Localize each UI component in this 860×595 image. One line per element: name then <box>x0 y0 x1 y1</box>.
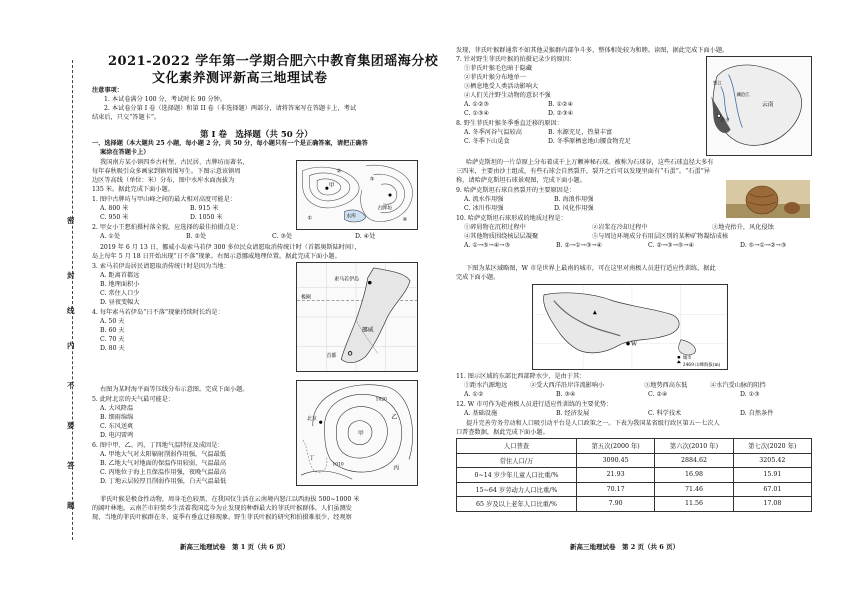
seal-char: 密 <box>67 216 75 225</box>
map-label: ② <box>336 168 341 175</box>
seal-char: 线 <box>67 306 75 315</box>
question-6: 6. 图中甲、乙、丙、丁四地气温特征及成因是： <box>92 442 224 449</box>
exam-title-line1: 2021-2022 学年第一学期合肥六中教育集团瑶海分校 <box>108 54 439 69</box>
option: A. ①→⑤→④→③ <box>464 242 511 249</box>
question-3: 3. 索马若伊岛居民请愿取消传统计时是因为当地： <box>92 263 230 270</box>
option: B. 乙地大气对地面的保温作用较弱，气温最高 <box>100 460 227 467</box>
seal-char: 内 <box>67 341 75 350</box>
q910-para: 三四米，主要由沙土组成，有些石球会自然裂开，裂开之后可以发现里面有“石蛋”。“石蛋”异 <box>456 168 710 175</box>
statement: ④人们关注野生动物的意识不强 <box>464 92 551 99</box>
table-header: 人口普查 <box>457 439 577 454</box>
notes-label: 注意事项： <box>92 87 123 94</box>
option: A. 50 天 <box>100 318 125 325</box>
question-8: 8. 野生菲氏叶猴冬季垂直迁移的原因： <box>456 120 563 127</box>
table-row <box>457 482 812 497</box>
statement: ①菲氏叶猴毛色暗于隐藏 <box>464 65 533 72</box>
map-label: 云南 <box>761 102 774 108</box>
question-9: 9. 哈萨克斯坦石球自然裂开的主要原因是： <box>456 187 576 194</box>
map-label: 城市 <box>682 356 692 362</box>
instructions-a: 一、选择题（本大题共 25 小题，每小题 2 分，共 50 分，每小题只有一个是正确答案，请把正确答 <box>92 140 368 147</box>
option: C. 科学技术 <box>648 410 682 417</box>
option: D. 80 天 <box>100 345 125 352</box>
seal-char: 答 <box>67 461 75 470</box>
option: D. 1050 米 <box>190 214 223 221</box>
option: C. 950 米 <box>100 214 129 221</box>
option: B. ③④ <box>556 391 576 398</box>
census-table <box>456 438 812 512</box>
map-label: 1010 <box>332 462 344 468</box>
option: C. 冬季下山觅食 <box>464 138 510 145</box>
table-header-row <box>457 439 812 454</box>
footer-left: 新高三地理试卷 第 1 页（共 6 页） <box>180 543 290 551</box>
table-cell: 70.17 <box>577 482 655 497</box>
map-label: 首都 <box>326 353 337 360</box>
option: D. ④处 <box>355 233 376 240</box>
q910-para: 哈萨克斯坦的一片草原上分布着成千上万颗神秘石球。被称为石球谷，这些石球直径大多有 <box>466 159 714 166</box>
seal-char: 不 <box>67 381 75 390</box>
footer-right: 新高三地理试卷 第 2 页（共 6 页） <box>570 543 680 551</box>
statement: ③地壳抬升，风化侵蚀 <box>712 224 774 231</box>
table-cell: 15.91 <box>733 468 811 483</box>
table-cell: 15~64 岁劳动力人口比重/% <box>457 482 577 497</box>
question-4: 4. 每年索马若伊岛“日不落”现象持续时长约是： <box>92 309 224 316</box>
option: C. ②④ <box>648 391 668 398</box>
q13-para: 口普查数据，据此完成下面小题。 <box>456 429 549 436</box>
stone-ball-photo <box>726 180 810 218</box>
option: D. 昼夜变幅大 <box>100 299 140 306</box>
statement: ④其他物质围绕核层层凝聚 <box>464 233 539 240</box>
option: A. 冬季河谷气温较高 <box>464 129 522 136</box>
option: D. 冬季原栖息地山腰食物充足 <box>548 138 631 145</box>
option: D. 风化作用强 <box>554 205 594 212</box>
q56-para: 右图为某时海平面等压线分布示意图。完成下面小题。 <box>100 386 249 393</box>
option: B. 海浪作用强 <box>554 196 594 203</box>
q12-para: 每年春秋吸引众多画家到镇周围写生。下图示意该镇周 <box>92 168 241 175</box>
question-5: 5. 此时北京的天气最可能是： <box>92 396 175 403</box>
question-1: 1. 图中古牌坊与甲山峰之间的最大相对高度可能是： <box>92 196 236 203</box>
table-cell: 2884.62 <box>655 453 733 468</box>
q12-para: 135 米。据此完成下面小题。 <box>92 186 174 193</box>
seal-char: 要 <box>67 421 75 430</box>
table-cell: 65 岁及以上老年人口比重/% <box>457 497 577 512</box>
option: B. ①②④ <box>548 101 574 108</box>
option: A. ①处 <box>100 233 121 240</box>
option: C. 冰川作用强 <box>464 205 504 212</box>
question-10: 10. 哈萨克斯坦石球形成的地质过程是： <box>456 215 567 222</box>
q78-intro: 现，当地的菲氏叶猴群在冬、夏季有垂直迁移现象。野生菲氏叶猴的研究和拍摄难很少，经观察 <box>92 514 352 521</box>
option: A. 流水作用强 <box>464 196 504 203</box>
map-label: 甲 <box>328 183 335 190</box>
note-2b: 结束后，只交“答题卡”。 <box>92 114 161 121</box>
q910-para: 称，请哈萨克斯坦石球景观图，完成下面小题。 <box>456 177 586 184</box>
isobar-map <box>296 380 418 486</box>
table-header: 第五次(2000 年) <box>577 439 655 454</box>
table-cell: 7.90 <box>577 497 655 512</box>
map-label: 乙 <box>391 414 398 421</box>
q1112-para: 完成下面小题。 <box>456 274 500 281</box>
statement: ③栖息地受人类活动影响大 <box>464 83 539 90</box>
table-row <box>457 497 812 512</box>
option: A. 距离首都远 <box>100 272 140 279</box>
map-label: 索马若伊岛 <box>334 276 359 283</box>
map-label: ④ <box>402 217 408 224</box>
q78-intro: 的阔叶林地。云南芒市轩简乡生活着我国迄今为止发现的种群最大的菲氏叶猴群体。人们虽测发 <box>92 505 352 512</box>
option: C. ②→③→⑤→④ <box>648 242 695 249</box>
map-label: W <box>630 341 638 348</box>
table-cell: 常住人口/万 <box>457 453 577 468</box>
table-cell: 3090.45 <box>577 453 655 468</box>
table-cell: 0~14 岁少年儿童人口比重/% <box>457 468 577 483</box>
note-2a: 2. 本试卷分第 I 卷（选择题）和第 II 卷（非选择题）两部分，请将答案写在答题卡上，考试 <box>104 105 357 112</box>
map-label: 古牌坊 <box>377 205 392 212</box>
q12-para: 边区等高线（单位：米）分布，图中水库水面海拔为 <box>92 177 235 184</box>
option: A. ①② <box>464 391 484 398</box>
option: B. ②处 <box>186 233 207 240</box>
map-label: 北京 <box>306 416 317 423</box>
map-label: 丁 <box>308 455 315 462</box>
exam-title-line2: 文化素养测评新高三地理试卷 <box>152 71 328 86</box>
q12-para: 我国南方某小镇四乡古村堡、古民居、古牌坊而著名， <box>100 159 249 166</box>
map-label: 挪威 <box>361 327 374 334</box>
option: B. 915 米 <box>190 205 219 212</box>
table-cell: 17.08 <box>733 497 811 512</box>
instructions-b: 案涂在答题卡上） <box>100 149 150 156</box>
option: D. 自然条件 <box>740 410 774 417</box>
option: C. 东风送爽 <box>100 423 134 430</box>
yunnan-map <box>706 56 812 156</box>
option: C. 常住人口少 <box>100 290 140 297</box>
option: A. 甲地大气对太阳辐射削弱作用强，气温最低 <box>100 451 226 458</box>
seal-char: 封 <box>67 271 75 280</box>
question-11: 11. 图示区域的东部比西部降水少，是由于其： <box>456 373 586 380</box>
option: B. 60 天 <box>100 327 125 334</box>
option: C. ③处 <box>272 233 293 240</box>
table-cell: 16.98 <box>655 468 733 483</box>
map-label: 丙 <box>393 465 400 472</box>
question-2: 2. 甲女小王想拍摄村落全貌，应选择的最佳拍摄点是： <box>92 224 243 231</box>
option: B. 细雨绵绵 <box>100 414 134 421</box>
statement: ②岩浆在冷却过程中 <box>592 224 648 231</box>
option: A. 大风降温 <box>100 405 134 412</box>
map-label: 甲 <box>357 430 364 437</box>
q34-para: 岛上每年 5 月 18 日开始出现“日不落”现象。右图示意挪威地理位置。据此完成下面小题。 <box>92 253 341 260</box>
option: D. 电闪雷鸣 <box>100 432 134 439</box>
map-label: 怒江 <box>712 81 722 87</box>
note-1: 1. 本试卷满分 100 分，考试时长 90 分钟。 <box>104 96 227 103</box>
table-header: 第六次(2010 年) <box>655 439 733 454</box>
option: D. ①③ <box>740 391 760 398</box>
option: D. ⑤→①→②→③ <box>740 242 787 249</box>
option: B. 地理面积小 <box>100 281 140 288</box>
option: A. ①②③ <box>464 101 490 108</box>
q34-para: 2019 年 6 月 13 日，挪威小岛索马若伊 300 多位民众请愿取消传统计时（首都奥斯陆时间）， <box>100 244 361 251</box>
option: D. 丁地云层较厚且削弱作用强，白天气温最低 <box>100 478 227 485</box>
question-12: 12. W 市可作为赴南极人员进行适应性训练的主要优势： <box>456 401 613 408</box>
option: B. ②→①→③→④ <box>556 242 603 249</box>
part1-title: 第 I 卷 选择题（共 50 分） <box>200 130 313 140</box>
option: B. 水源充足，热量丰富 <box>548 129 613 136</box>
map-label: 澜沧江 <box>736 93 750 99</box>
map-label: 极圈 <box>301 294 311 301</box>
statement: ①碎屑物在沉积过程中 <box>464 224 526 231</box>
map-label: ① <box>307 215 312 222</box>
statement: ②菲氏叶猴分布地单一 <box>464 74 526 81</box>
map-label: ③ <box>369 176 374 183</box>
contour-map <box>296 160 418 230</box>
option: A. 800 米 <box>100 205 129 212</box>
table-header: 第七次(2020 年) <box>733 439 811 454</box>
table-cell: 3205.42 <box>733 453 811 468</box>
table-cell: 71.46 <box>655 482 733 497</box>
question-7: 7. 针对野生菲氏叶猴的拍摄记录少的原因： <box>456 56 576 63</box>
option: D. ②③④ <box>548 110 574 117</box>
option: C. 70 天 <box>100 336 125 343</box>
table-cell: 11.56 <box>655 497 733 512</box>
q78-para: 发现，菲氏叶猴群通常不如其他灵猴群内部争斗多，整体相处较为和睦。读图，据此完成下面小题。 <box>456 47 729 54</box>
map-label: 水库 <box>346 213 357 220</box>
table-cell: 67.01 <box>733 482 811 497</box>
patagonia-map <box>532 284 728 370</box>
map-label: 1020 <box>375 397 387 403</box>
map-label: 2469 山峰海拔(m) <box>682 363 721 369</box>
map-label: 芒市 <box>720 118 730 124</box>
q13-para: 提升完善劳务劳动和人口吸引动平台是人口政策之一。下表为我国某省级行政区第五～七次人 <box>466 420 720 427</box>
q1112-para: 下图为某区域略图，W 市是世界上最南的城市，可在这里对南极人员进行适应性训练，据此 <box>466 265 716 272</box>
table-row <box>457 453 812 468</box>
table-row <box>457 468 812 483</box>
statement: ⑤与周边环境成分有用层区别的某种矿物凝结成核 <box>592 233 729 240</box>
option: C. 丙地位于海上且保温作用强，夜晚气温最高 <box>100 469 227 476</box>
statement: ①距水汽源地远 <box>464 382 508 389</box>
statement: ④水汽受山脉的阻挡 <box>710 382 766 389</box>
table-cell: 21.93 <box>577 468 655 483</box>
statement: ②受大西洋沿岸洋流影响小 <box>530 382 605 389</box>
q78-intro: 菲氏叶猴是极食性动物，周身毛色较黑，在我国仅生活在云南境内怒江以西海拔 500~1000 米 <box>100 496 360 503</box>
option: B. 经济发展 <box>556 410 590 417</box>
statement: ③地势西高东低 <box>644 382 688 389</box>
seal-char: 题 <box>67 501 75 510</box>
option: A. 基础设施 <box>464 410 498 417</box>
norway-map <box>296 262 418 372</box>
option: C. ①③④ <box>464 110 490 117</box>
